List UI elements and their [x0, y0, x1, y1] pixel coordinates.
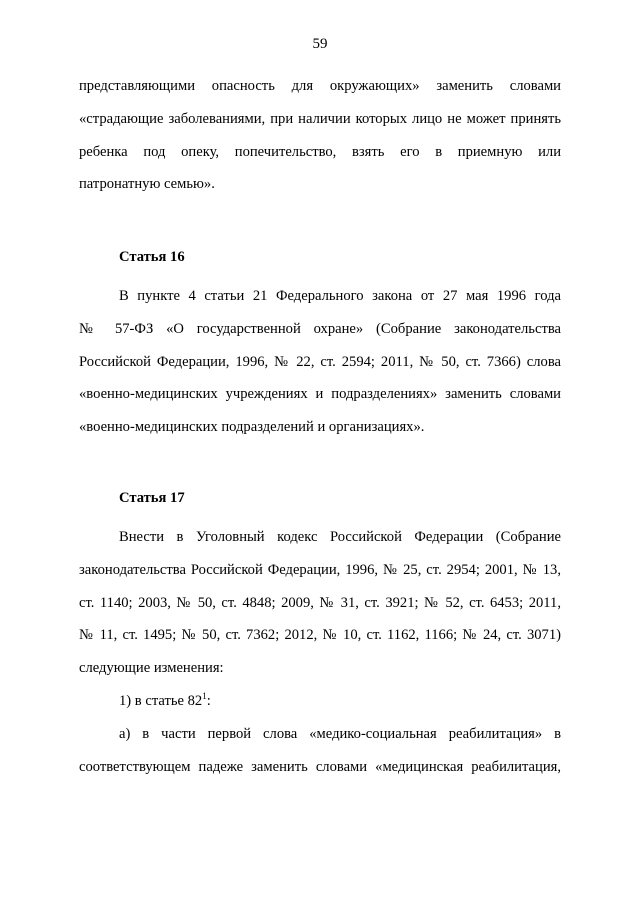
item-1-text: 1) в статье 82 — [119, 692, 203, 709]
article-17-heading: Статья 17 — [119, 490, 185, 506]
intro-paragraph — [79, 70, 561, 201]
article-17-line: Внести в Уголовный кодекс Российской Федерации (Собрание — [119, 529, 561, 545]
article-17-item-1 — [79, 685, 561, 718]
article-17-line: ст. 1140; 2003, № 50, ст. 4848; 2009, № 31, ст. 3921; № 52, ст. 6453; 2011, — [79, 594, 561, 611]
article-16-line: В пункте 4 статьи 21 Федерального закона от 27 мая 1996 года — [119, 288, 561, 304]
article-16-line: № 57-ФЗ «О государственной охране» (Собрание законодательства — [79, 320, 561, 337]
item-1-superscript: 1 — [202, 691, 207, 702]
article-16-line: «военно-медицинских подразделений и организациях». — [79, 419, 425, 436]
article-17-item-a-line: соответствующем падеже заменить словами «медицинская реабилитация, — [79, 758, 561, 775]
article-16-paragraph — [79, 280, 561, 444]
article-16-heading: Статья 16 — [119, 249, 185, 265]
intro-line: представляющими опасность для окружающих» заменить словами — [79, 78, 561, 94]
article-17-paragraph — [79, 521, 561, 783]
intro-line: «страдающие заболеваниями, при наличии которых лицо не может принять — [79, 110, 561, 127]
intro-line: патронатную семью». — [79, 176, 215, 193]
article-16-line: «военно-медицинских учреждениях и подразделениях» заменить словами — [79, 386, 561, 403]
article-17-line: № 11, ст. 1495; № 50, ст. 7362; 2012, № 10, ст. 1162, 1166; № 24, ст. 3071) — [79, 627, 561, 644]
item-1-colon: : — [206, 692, 211, 709]
article-17-line: законодательства Российской Федерации, 1996, № 25, ст. 2954; 2001, № 13, — [79, 561, 561, 578]
article-17-item-a-line: а) в части первой слова «медико-социальная реабилитация» в — [119, 725, 561, 742]
intro-line: ребенка под опеку, попечительство, взять его в приемную или — [79, 143, 561, 160]
page-number: 59 — [312, 36, 328, 52]
article-16-line: Российской Федерации, 1996, № 22, ст. 2594; 2011, № 50, ст. 7366) слова — [79, 353, 561, 370]
article-17-line: следующие изменения: — [79, 660, 224, 677]
